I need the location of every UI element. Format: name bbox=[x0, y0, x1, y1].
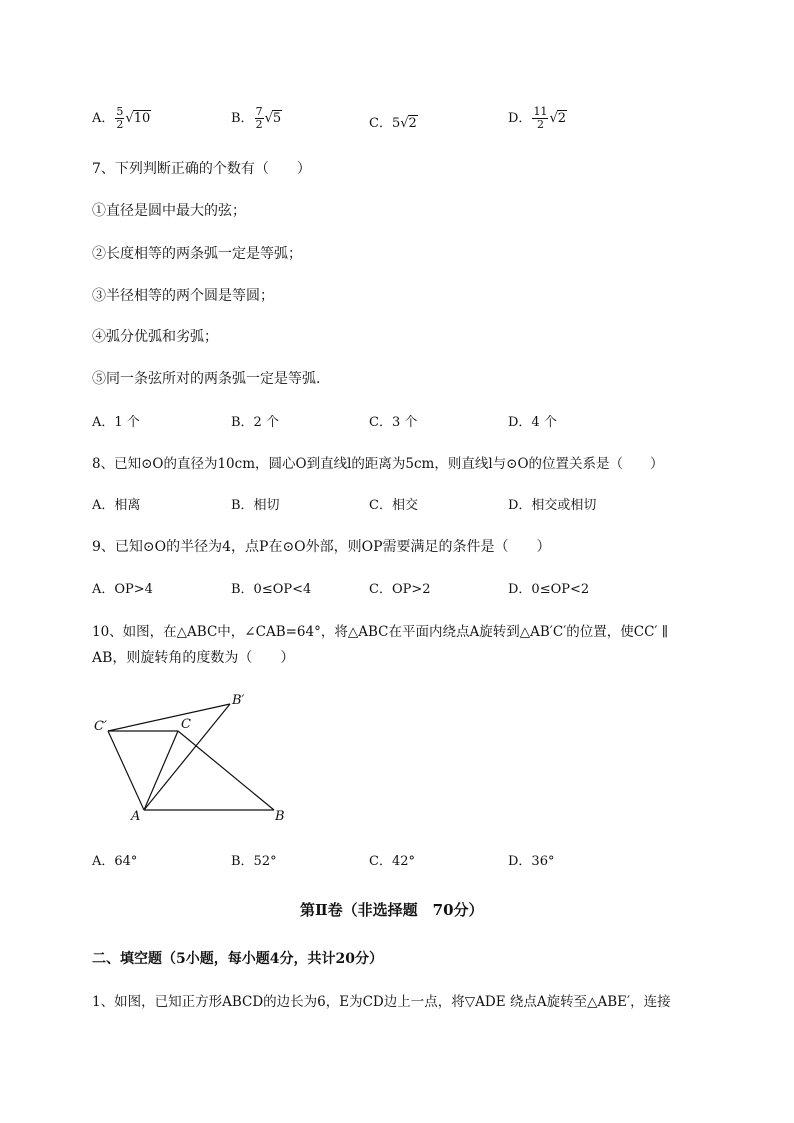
option-label: C． bbox=[369, 116, 392, 131]
denominator: 2 bbox=[255, 118, 263, 131]
section2-subtitle: 二、填空题（5小题，每小题4分，共计20分） bbox=[92, 951, 383, 967]
section2-title: 第Ⅱ卷（非选择题 70分） bbox=[300, 901, 484, 919]
denominator: 2 bbox=[116, 118, 124, 131]
option-label: D． bbox=[508, 111, 532, 126]
q6-option-c bbox=[369, 112, 418, 131]
q7-item-1: ①直径是圆中最大的弦； bbox=[92, 203, 246, 219]
q9-option-b: B．0≤OP<4 bbox=[231, 582, 312, 597]
q7-option-d: D．4 个 bbox=[508, 415, 557, 430]
segment-a-b-prime bbox=[144, 704, 230, 810]
q10-stem-line2: AB，则旋转角的度数为（ ） bbox=[92, 650, 295, 666]
segment-c-prime-a bbox=[108, 731, 144, 810]
q7-item-3: ③半径相等的两个圆是等圆； bbox=[92, 288, 274, 304]
radicand: 5 bbox=[272, 111, 282, 126]
label-b: B bbox=[275, 809, 285, 824]
option-label: B． bbox=[231, 111, 254, 126]
q8-option-d: D．相交或相切 bbox=[508, 498, 597, 513]
q10-option-c: C．42° bbox=[369, 854, 415, 869]
segment-c-prime-b-prime bbox=[108, 704, 230, 731]
q7-item-5: ⑤同一条弦所对的两条弧一定是等弧． bbox=[92, 371, 330, 387]
q9-stem: 9、已知⊙O的半径为4，点P在⊙O外部，则OP需要满足的条件是（ ） bbox=[92, 539, 551, 555]
numerator: 7 bbox=[255, 105, 263, 118]
radicand: 2 bbox=[408, 116, 417, 131]
q6-option-b bbox=[231, 106, 282, 131]
q8-stem: 8、已知⊙O的直径为10cm，圆心O到直线l的距离为5cm，则直线l与⊙O的位置关系是（ ） bbox=[92, 456, 664, 472]
q7-option-c: C．3 个 bbox=[369, 415, 418, 430]
numerator: 11 bbox=[533, 105, 548, 118]
segment-c-b bbox=[178, 731, 274, 810]
section2-q1-stem: 1、如图，已知正方形ABCD的边长为6，E为CD边上一点，将▽ADE 绕点A旋转至△ABE′，连接 bbox=[92, 994, 671, 1010]
q9-option-a: A．OP>4 bbox=[92, 582, 153, 597]
q6-option-d bbox=[508, 106, 567, 131]
sqrt-sign: √ bbox=[549, 111, 558, 126]
q8-option-c: C．相交 bbox=[369, 498, 418, 513]
sqrt-sign: √ bbox=[264, 111, 273, 126]
q7-item-4: ④弧分优弧和劣弧； bbox=[92, 329, 218, 345]
fraction bbox=[115, 106, 124, 131]
q9-option-d: D．0≤OP<2 bbox=[508, 582, 590, 597]
label-a: A bbox=[131, 809, 141, 824]
q10-option-d: D．36° bbox=[508, 854, 555, 869]
q6-option-a bbox=[92, 106, 151, 131]
q10-option-a: A．64° bbox=[92, 854, 138, 869]
denominator: 2 bbox=[536, 118, 544, 131]
q10-option-b: B．52° bbox=[231, 854, 277, 869]
q7-option-a: A．1 个 bbox=[92, 415, 140, 430]
q9-option-c: C．OP>2 bbox=[369, 582, 431, 597]
radicand: 2 bbox=[557, 111, 567, 126]
fraction bbox=[255, 106, 264, 131]
q10-stem-line1: 10、如图，在△ABC中，∠CAB=64°，将△ABC在平面内绕点A旋转到△AB′C′的位置，使CC′ ∥ bbox=[92, 624, 669, 640]
coefficient: 5 bbox=[391, 116, 401, 131]
q8-option-a: A．相离 bbox=[92, 498, 141, 513]
numerator: 5 bbox=[116, 105, 124, 118]
label-b-prime: B′ bbox=[232, 693, 245, 708]
q7-stem: 7、下列判断正确的个数有（ ） bbox=[92, 161, 311, 177]
label-c: C bbox=[181, 717, 191, 732]
segment-a-c bbox=[144, 731, 178, 810]
sqrt-sign: √ bbox=[400, 116, 409, 131]
radicand: 10 bbox=[133, 111, 151, 126]
option-label: A． bbox=[92, 111, 115, 126]
q7-option-b: B．2 个 bbox=[231, 415, 279, 430]
label-c-prime: C′ bbox=[94, 719, 107, 734]
sqrt-sign: √ bbox=[125, 111, 134, 126]
q7-item-2: ②长度相等的两条弧一定是等弧； bbox=[92, 246, 302, 262]
fraction bbox=[532, 106, 548, 131]
q8-option-b: B．相切 bbox=[231, 498, 280, 513]
